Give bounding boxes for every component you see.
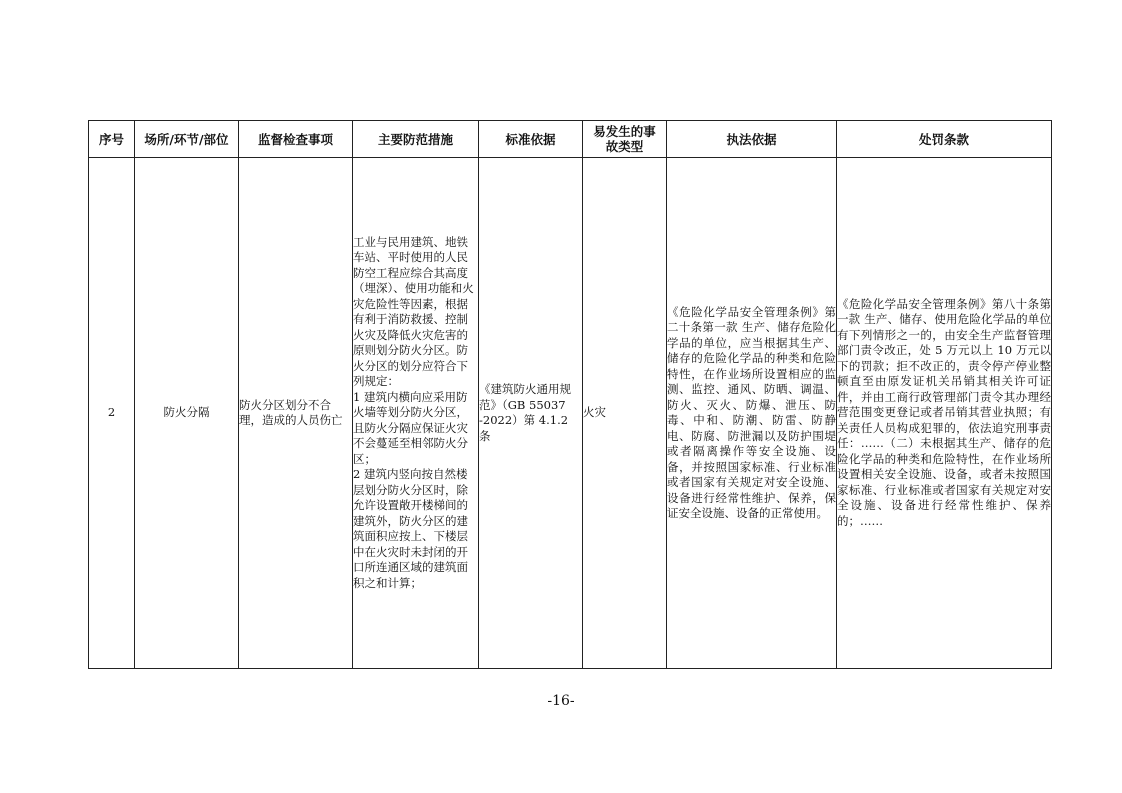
cell-accident-type: 火灾	[583, 158, 667, 669]
table-row	[89, 158, 1052, 669]
header-penalty: 处罚条款	[837, 121, 1052, 158]
table-header-row	[89, 121, 1052, 158]
header-inspection-item: 监督检查事项	[239, 121, 353, 158]
header-prevention-measures: 主要防范措施	[353, 121, 479, 158]
cell-location: 防火分隔	[135, 158, 239, 669]
cell-inspection-item: 防火分区划分不合理，造成的人员伤亡	[239, 158, 353, 669]
cell-serial: 2	[89, 158, 135, 669]
inspection-table	[88, 120, 1052, 669]
page-number: -16-	[547, 693, 575, 709]
cell-standard-basis: 《建筑防火通用规范》（GB 55037 -2022）第 4.1.2 条	[479, 158, 583, 669]
cell-law-basis: 《危险化学品安全管理条例》第二十条第一款 生产、储存危险化学品的单位，应当根据其生产、储存的危险化学品的种类和危险特性，在作业场所设置相应的监测、监控、通风、防晒、调温、防火、灭火、防爆、泄压、防毒、中和、防潮、防雷、防静电、防腐、防泄漏以及防护围堤或者隔离操作等安全设施、设备，并按照国家标准、行业标准或者国家有关规定对安全设施、设备进行经常性维护、保养，保证安全设施、设备的正常使用。	[667, 158, 837, 669]
header-law-basis: 执法依据	[667, 121, 837, 158]
header-standard-basis: 标准依据	[479, 121, 583, 158]
header-serial: 序号	[89, 121, 135, 158]
cell-prevention-measures: 工业与民用建筑、地铁车站、平时使用的人民防空工程应综合其高度（埋深）、使用功能和火灾危险性等因素，根据有利于消防救援、控制火灾及降低火灾危害的原则划分防火分区。防火分区的划分应符合下列规定： 1 建筑内横向应采用防火墙等划分防火分区，且防火分隔应保证火灾不会蔓延至相邻防火分区； 2 建筑内竖向按自然楼层划分防火分区时，除允许设置敞开楼梯间的建筑外，防火分区的建筑面积应按上、下楼层中在火灾时未封闭的开口所连通区域的建筑面积之和计算；	[353, 158, 479, 669]
header-location: 场所/环节/部位	[135, 121, 239, 158]
cell-penalty: 《危险化学品安全管理条例》第八十条第一款 生产、储存、使用危险化学品的单位有下列情形之一的，由安全生产监督管理部门责令改正，处 5 万元以上 10 万元以下的罚款；拒不改正的，责令停产停业整顿直至由原发证机关吊销其相关许可证件，并由工商行政管理部门责令其办理经营范围变更登记或者吊销其营业执照；有关责任人员构成犯罪的，依法追究刑事责任：……（二）未根据其生产、储存的危险化学品的种类和危险特性，在作业场所设置相关安全设施、设备，或者未按照国家标准、行业标准或者国家有关规定对安全设施、设备进行经常性维护、保养的；……	[837, 158, 1052, 669]
header-accident-type: 易发生的事故类型	[583, 121, 667, 158]
